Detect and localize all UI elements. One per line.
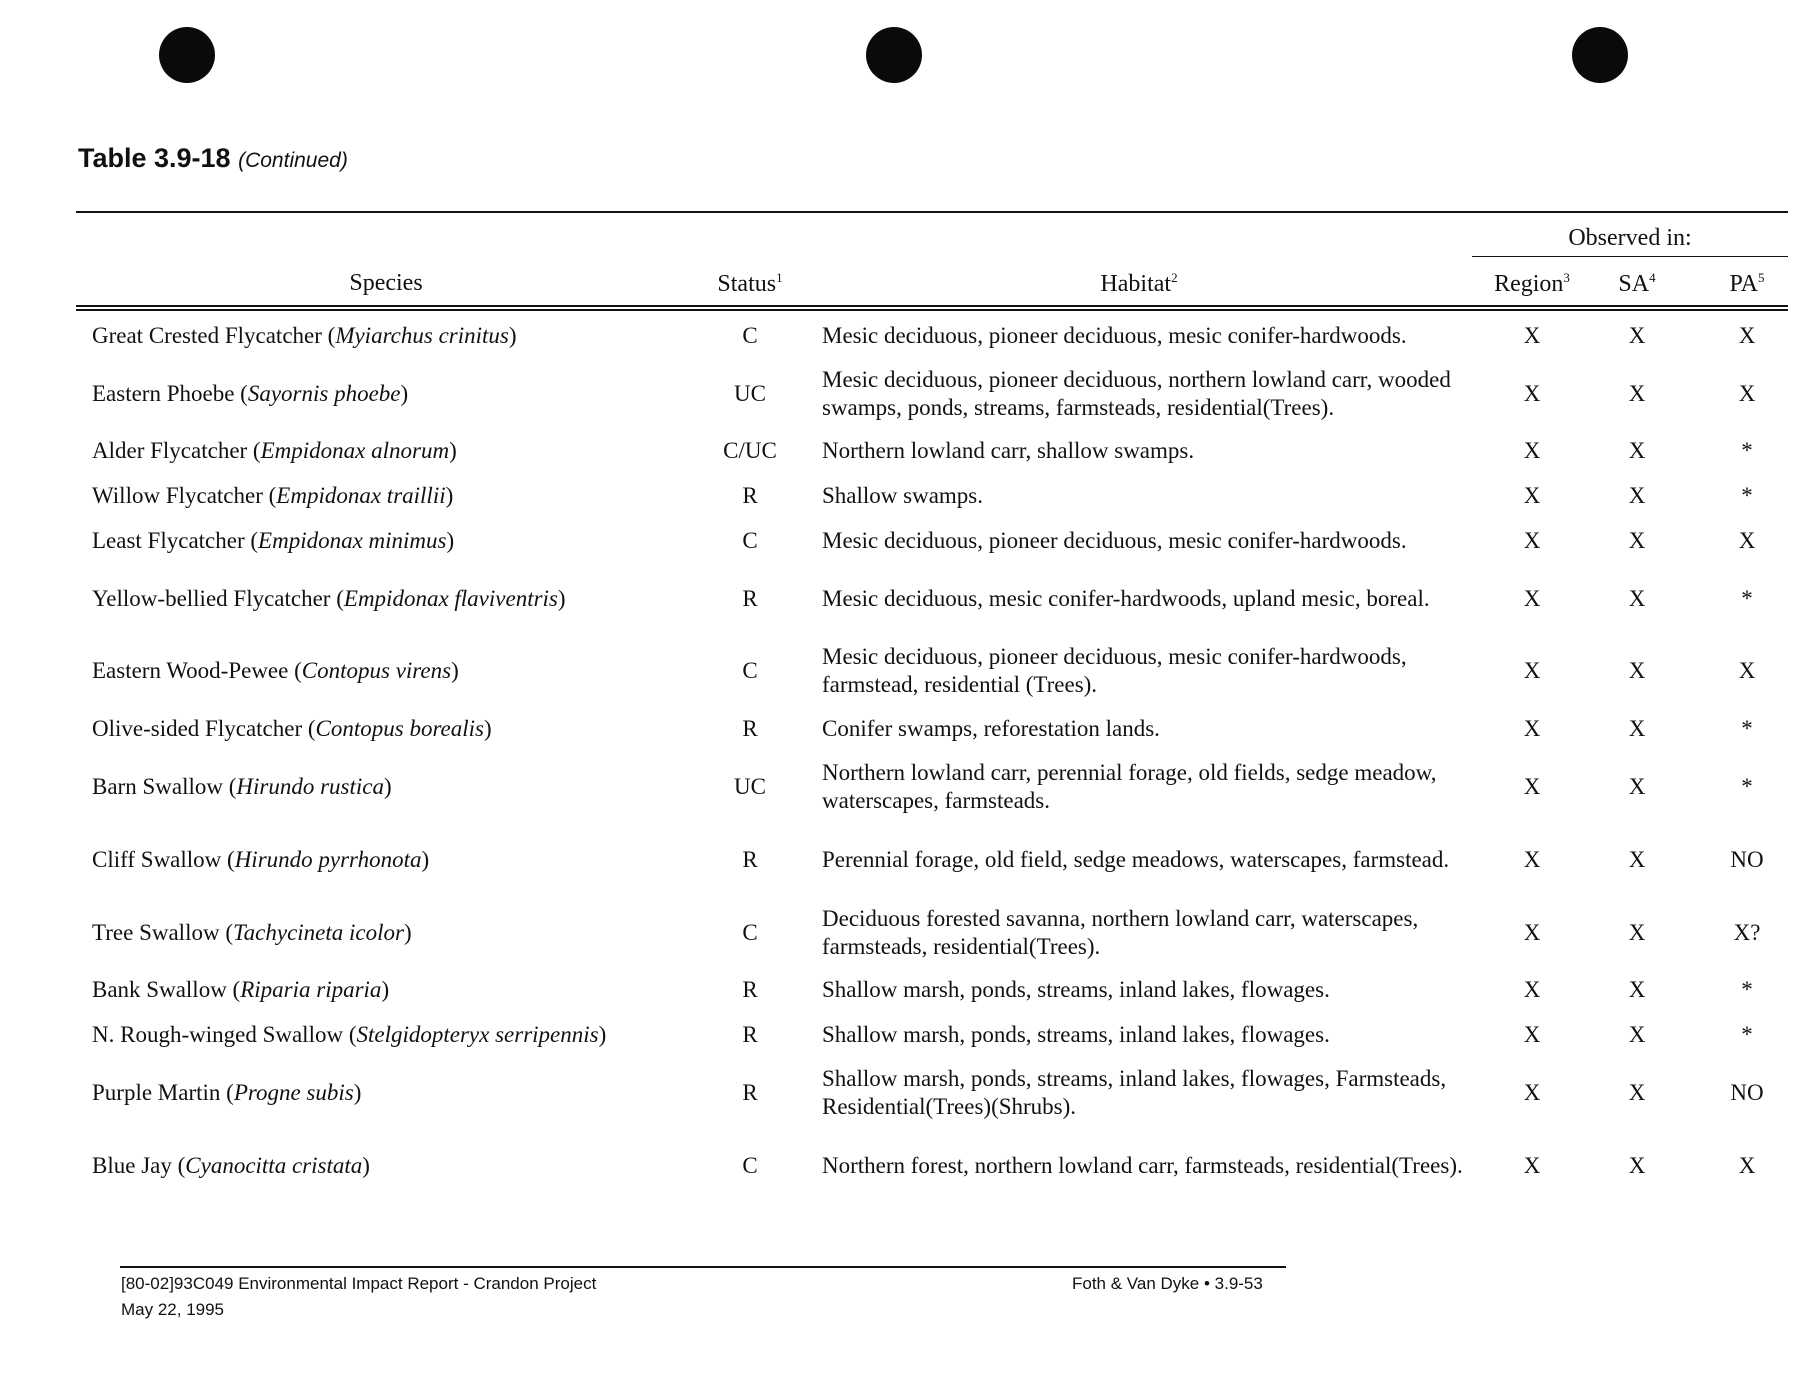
pa-cell: * [1741, 774, 1753, 799]
sa-cell: X [1628, 1080, 1646, 1105]
column-header-sa: $SA^4$ [1618, 270, 1656, 297]
footer-doc-id: [80-02]93C049 Environmental Impact Report - Crandon Project [121, 1274, 597, 1293]
region-cell: X [1523, 658, 1541, 683]
table-row [76, 1015, 1788, 1055]
table-row [76, 364, 1788, 424]
species-cell: Bank Swallow (Riparia riparia) [92, 977, 390, 1002]
habitat-cell: Shallow marsh, ponds, streams, inland lakes, flowages. [822, 1022, 1330, 1047]
sa-cell: X [1628, 1022, 1646, 1047]
table-row [76, 641, 1788, 701]
status-cell: R [742, 847, 758, 872]
habitat-cell: Shallow marsh, ponds, streams, inland lakes, flowages, Farmsteads, Residential(Trees)(Shrubs). [822, 1066, 1447, 1119]
region-cell: X [1523, 438, 1541, 463]
habitat-cell: Northern lowland carr, shallow swamps. [822, 438, 1195, 463]
species-cell: Purple Martin (Progne subis) [92, 1080, 362, 1105]
table-row [76, 316, 1788, 356]
region-cell: X [1523, 920, 1541, 945]
status-cell: C [742, 528, 758, 553]
table-row [76, 569, 1788, 629]
table-top-rule [76, 211, 1788, 213]
column-header-habitat: Habitat$^2$ [1100, 270, 1178, 297]
region-cell: X [1523, 323, 1541, 348]
status-cell: C [742, 323, 758, 348]
sa-cell: X [1628, 381, 1646, 406]
pa-cell: X? [1733, 920, 1761, 945]
region-cell: X [1523, 847, 1541, 872]
binder-hole-center [866, 27, 922, 83]
pa-cell: X [1738, 1153, 1756, 1178]
habitat-cell: Deciduous forested savanna, northern lowland carr, waterscapes, farmsteads, residential(Trees). [822, 906, 1419, 959]
column-header-pa: $PA^5$ [1729, 270, 1765, 297]
pa-cell: X [1738, 381, 1756, 406]
table-row [76, 476, 1788, 516]
status-cell: R [742, 977, 758, 1002]
status-cell: R [742, 483, 758, 508]
sa-cell: X [1628, 438, 1646, 463]
region-cell: X [1523, 1022, 1541, 1047]
habitat-cell: Northern lowland carr, perennial forage, old fields, sedge meadow, waterscapes, farmsteads. [822, 760, 1437, 813]
habitat-cell: Shallow swamps. [822, 483, 983, 508]
column-header-species: Species [349, 270, 423, 296]
habitat-cell: Northern forest, northern lowland carr, farmsteads, residential(Trees). [822, 1153, 1463, 1178]
header-double-rule-bottom [76, 309, 1788, 311]
sa-cell: X [1628, 323, 1646, 348]
pa-cell: NO [1730, 847, 1764, 872]
footer-firm-page: Foth & Van Dyke • 3.9-53 [1072, 1274, 1263, 1293]
status-cell: C/UC [723, 438, 777, 463]
pa-cell: * [1741, 438, 1753, 463]
status-cell: R [742, 1022, 758, 1047]
sa-cell: X [1628, 774, 1646, 799]
table-title-continued: (Continued) [238, 149, 348, 172]
region-cell: X [1523, 716, 1541, 741]
table-title-number: Table 3.9-18 [78, 143, 231, 173]
status-cell: C [742, 920, 758, 945]
sa-cell: X [1628, 1153, 1646, 1178]
status-cell: R [742, 586, 758, 611]
table-title [78, 143, 348, 174]
sa-cell: X [1628, 847, 1646, 872]
footer-date: May 22, 1995 [121, 1300, 225, 1319]
pa-cell: * [1741, 977, 1753, 1002]
region-cell: X [1523, 1080, 1541, 1105]
footer-rule [120, 1266, 1286, 1268]
species-cell: Eastern Phoebe (Sayornis phoebe) [92, 381, 409, 406]
pa-cell: X [1738, 658, 1756, 683]
binder-hole-right [1572, 27, 1628, 83]
habitat-cell: Perennial forage, old field, sedge meadows, waterscapes, farmstead. [822, 847, 1450, 872]
region-cell: X [1523, 774, 1541, 799]
species-cell: Least Flycatcher (Empidonax minimus) [92, 528, 455, 553]
sa-cell: X [1628, 586, 1646, 611]
habitat-cell: Mesic deciduous, mesic conifer-hardwoods, upland mesic, boreal. [822, 586, 1430, 611]
table-row [76, 709, 1788, 749]
sa-cell: X [1628, 658, 1646, 683]
species-cell: Eastern Wood-Pewee (Contopus virens) [92, 658, 459, 683]
table-row [76, 903, 1788, 963]
observed-in-header: Observed in: [1568, 225, 1692, 251]
sa-cell: X [1628, 528, 1646, 553]
region-cell: X [1523, 381, 1541, 406]
species-cell: Great Crested Flycatcher (Myiarchus crinitus) [92, 323, 517, 348]
table-row [76, 830, 1788, 890]
header-double-rule-top [76, 305, 1788, 307]
species-cell: Blue Jay (Cyanocitta cristata) [92, 1153, 370, 1178]
table-row [76, 1063, 1788, 1123]
table-row [76, 521, 1788, 561]
region-cell: X [1523, 586, 1541, 611]
pa-cell: * [1741, 716, 1753, 741]
sa-cell: X [1628, 920, 1646, 945]
sa-cell: X [1628, 716, 1646, 741]
species-cell: Olive-sided Flycatcher (Contopus borealis) [92, 716, 492, 741]
region-cell: X [1523, 528, 1541, 553]
species-cell: N. Rough-winged Swallow (Stelgidopteryx serripennis) [92, 1022, 607, 1047]
sa-cell: X [1628, 483, 1646, 508]
pa-cell: * [1741, 483, 1753, 508]
species-cell: Willow Flycatcher (Empidonax traillii) [92, 483, 454, 508]
table-row [76, 431, 1788, 471]
status-cell: C [742, 1153, 758, 1178]
sa-cell: X [1628, 977, 1646, 1002]
status-cell: C [742, 658, 758, 683]
status-cell: UC [734, 774, 766, 799]
table-row [76, 970, 1788, 1010]
region-cell: X [1523, 977, 1541, 1002]
column-header-status: Status$^1$ [717, 270, 783, 297]
pa-cell: * [1741, 1022, 1753, 1047]
observed-in-rule [1472, 256, 1788, 257]
habitat-cell: Mesic deciduous, pioneer deciduous, mesic conifer-hardwoods. [822, 528, 1407, 553]
habitat-cell: Mesic deciduous, pioneer deciduous, mesic conifer-hardwoods, farmstead, residential (Trees). [822, 644, 1407, 697]
habitat-cell: Mesic deciduous, pioneer deciduous, northern lowland carr, wooded swamps, ponds, streams, farmsteads, residential(Trees). [822, 367, 1451, 420]
table-row [76, 1136, 1788, 1196]
habitat-cell: Conifer swamps, reforestation lands. [822, 716, 1160, 741]
pa-cell: X [1738, 528, 1756, 553]
status-cell: UC [734, 381, 766, 406]
column-header-region: Region$^3$ [1494, 270, 1570, 297]
region-cell: X [1523, 1153, 1541, 1178]
pa-cell: * [1741, 586, 1753, 611]
species-cell: Cliff Swallow (Hirundo pyrrhonota) [92, 847, 430, 872]
species-cell: Tree Swallow (Tachycineta icolor) [92, 920, 412, 945]
pa-cell: NO [1730, 1080, 1764, 1105]
binder-hole-left [159, 27, 215, 83]
status-cell: R [742, 1080, 758, 1105]
region-cell: X [1523, 483, 1541, 508]
species-cell: Barn Swallow (Hirundo rustica) [92, 774, 392, 799]
table-row [76, 757, 1788, 817]
species-cell: Yellow-bellied Flycatcher (Empidonax flaviventris) [92, 586, 566, 611]
status-cell: R [742, 716, 758, 741]
habitat-cell: Mesic deciduous, pioneer deciduous, mesic conifer-hardwoods. [822, 323, 1407, 348]
pa-cell: X [1738, 323, 1756, 348]
species-cell: Alder Flycatcher (Empidonax alnorum) [92, 438, 457, 463]
habitat-cell: Shallow marsh, ponds, streams, inland lakes, flowages. [822, 977, 1330, 1002]
